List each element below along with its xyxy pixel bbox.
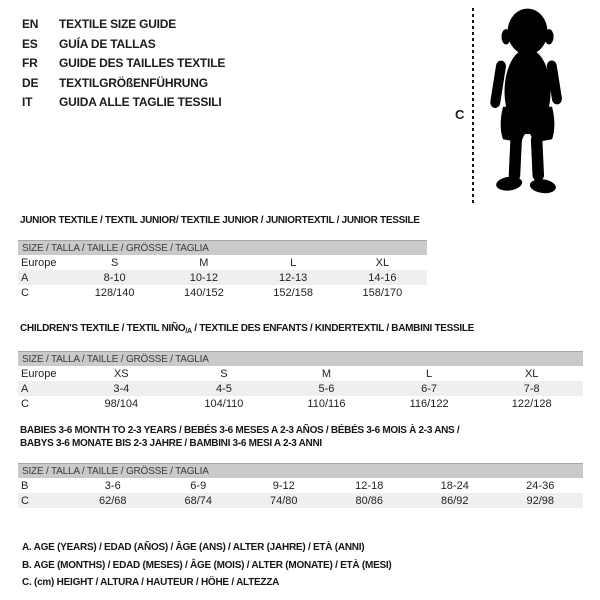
table-title-line <box>20 424 583 437</box>
row-value: 14-16 <box>368 271 397 284</box>
language-code: EN <box>22 17 39 31</box>
row-value: 128/140 <box>94 286 135 299</box>
size-header-band: SIZE / TALLA / TAILLE / GRÖSSE / TAGLIA <box>18 240 427 255</box>
title-text: BABYS 3-6 MONATE BIS 2-3 JAHRE / BAMBINI 3-6 MESI A 2-3 ANNI <box>20 438 322 449</box>
row-value: 62/68 <box>98 494 127 507</box>
table-row <box>18 381 583 396</box>
row-value: 92/98 <box>526 494 555 507</box>
babies-textile-section <box>18 424 583 508</box>
toddler-silhouette-icon <box>480 6 572 211</box>
row-label: B <box>21 479 29 492</box>
table-title <box>20 424 583 450</box>
language-row <box>22 74 225 94</box>
row-value: 18-24 <box>440 479 469 492</box>
language-label: GUIDE DES TAILLES TEXTILE <box>59 56 226 70</box>
row-value: XL <box>524 367 539 380</box>
row-value: M <box>199 256 209 269</box>
row-value: 3-4 <box>113 382 130 395</box>
title-text: BABIES 3-6 MONTH TO 2-3 YEARS / BEBÉS 3-6 MESES A 2-3 AÑOS / BÉBÉS 3-6 MOIS À 2-3 ANS / <box>20 425 460 436</box>
language-guide <box>22 15 225 113</box>
row-label: Europe <box>21 256 57 269</box>
row-value: 116/122 <box>409 397 449 410</box>
table-row <box>18 270 427 285</box>
language-code: FR <box>22 56 38 70</box>
language-code: DE <box>22 75 39 90</box>
row-value: 5-6 <box>318 382 335 395</box>
language-label: TEXTILE SIZE GUIDE <box>59 17 177 31</box>
row-value: 6-9 <box>190 479 207 492</box>
language-label: GUÍA DE TALLAS <box>59 36 156 51</box>
row-value: 110/116 <box>307 397 346 410</box>
size-header-band: SIZE / TALLA / TAILLE / GRÖSSE / TAGLIA <box>18 351 583 366</box>
row-value: L <box>426 367 433 380</box>
legend-line: A. AGE (YEARS) / EDAD (AÑOS) / ÂGE (ANS) / ALTER (JAHRE) / ETÀ (ANNI) <box>22 542 365 553</box>
row-value: 80/86 <box>355 494 384 507</box>
row-value: 9-12 <box>272 479 295 492</box>
language-row <box>22 54 225 74</box>
height-measure-dashed-line <box>472 8 474 205</box>
table-row <box>18 493 583 508</box>
language-code: IT <box>22 95 33 109</box>
row-label: A <box>21 271 29 284</box>
language-label: GUIDA ALLE TAGLIE TESSILI <box>59 95 222 109</box>
row-label: Europe <box>21 367 57 380</box>
height-measure-label: C <box>455 107 465 122</box>
childrens-textile-section <box>18 322 583 411</box>
row-value: 74/80 <box>269 494 298 507</box>
row-value: 68/74 <box>184 494 213 507</box>
table-row <box>18 366 583 381</box>
table-row <box>18 478 583 493</box>
row-value: 86/92 <box>440 494 469 507</box>
title-text: / TEXTILE DES ENFANTS / KINDERTEXTIL / BAMBINI TESSILE <box>191 323 475 334</box>
row-value: 12-13 <box>279 271 308 284</box>
language-row <box>22 35 225 55</box>
row-value: S <box>220 367 228 380</box>
row-value: XS <box>113 367 129 380</box>
junior-textile-section <box>18 214 427 300</box>
title-text: CHILDREN'S TEXTILE / TEXTIL NIÑO <box>20 323 186 334</box>
row-value: 24-36 <box>526 479 555 492</box>
row-value: 6-7 <box>421 382 438 395</box>
row-value: 7-8 <box>523 382 540 395</box>
row-value: 10-12 <box>189 271 218 284</box>
title-text: JUNIOR TEXTILE / TEXTIL JUNIOR/ TEXTILE JUNIOR / JUNIORTEXTIL / JUNIOR TESSILE <box>20 215 420 226</box>
size-table <box>18 351 583 411</box>
row-label: C <box>21 397 29 410</box>
row-value: 4-5 <box>215 382 232 395</box>
title-subscript: /A <box>185 328 192 335</box>
table-title <box>20 214 427 227</box>
row-value: 122/128 <box>511 397 552 410</box>
row-value: M <box>321 367 332 380</box>
row-value: 104/110 <box>204 397 244 410</box>
table-row <box>18 255 427 270</box>
legend-line: C. (cm) HEIGHT / ALTURA / HAUTEUR / HÖHE / ALTEZZA <box>22 577 280 588</box>
row-label: C <box>21 494 29 507</box>
table-title-line <box>20 322 583 338</box>
language-code: ES <box>22 36 38 51</box>
size-header-band: SIZE / TALLA / TAILLE / GRÖSSE / TAGLIA <box>18 463 583 478</box>
row-value: 3-6 <box>104 479 121 492</box>
size-table <box>18 463 583 508</box>
language-row <box>22 15 225 35</box>
language-row <box>22 93 225 113</box>
row-label: A <box>21 382 29 395</box>
row-value: 140/152 <box>183 286 224 299</box>
row-value: 158/170 <box>362 286 403 299</box>
row-value: 152/158 <box>273 286 313 299</box>
row-value: XL <box>375 256 390 269</box>
legend-line: B. AGE (MONTHS) / EDAD (MESES) / ÂGE (MOIS) / ALTER (MONATE) / ETÀ (MESI) <box>22 559 392 571</box>
table-title-line <box>20 437 583 450</box>
row-value: S <box>110 256 119 269</box>
row-value: 98/104 <box>104 397 139 410</box>
size-table <box>18 240 427 300</box>
language-label: TEXTILGRÖßENFÜHRUNG <box>59 75 208 90</box>
row-value: L <box>290 256 297 269</box>
table-row <box>18 285 427 300</box>
legend <box>22 539 392 592</box>
table-title-line <box>20 214 427 227</box>
table-row <box>18 396 583 411</box>
table-title <box>20 322 583 338</box>
row-value: 12-18 <box>355 479 384 492</box>
row-value: 8-10 <box>103 271 126 284</box>
row-label: C <box>21 286 29 299</box>
